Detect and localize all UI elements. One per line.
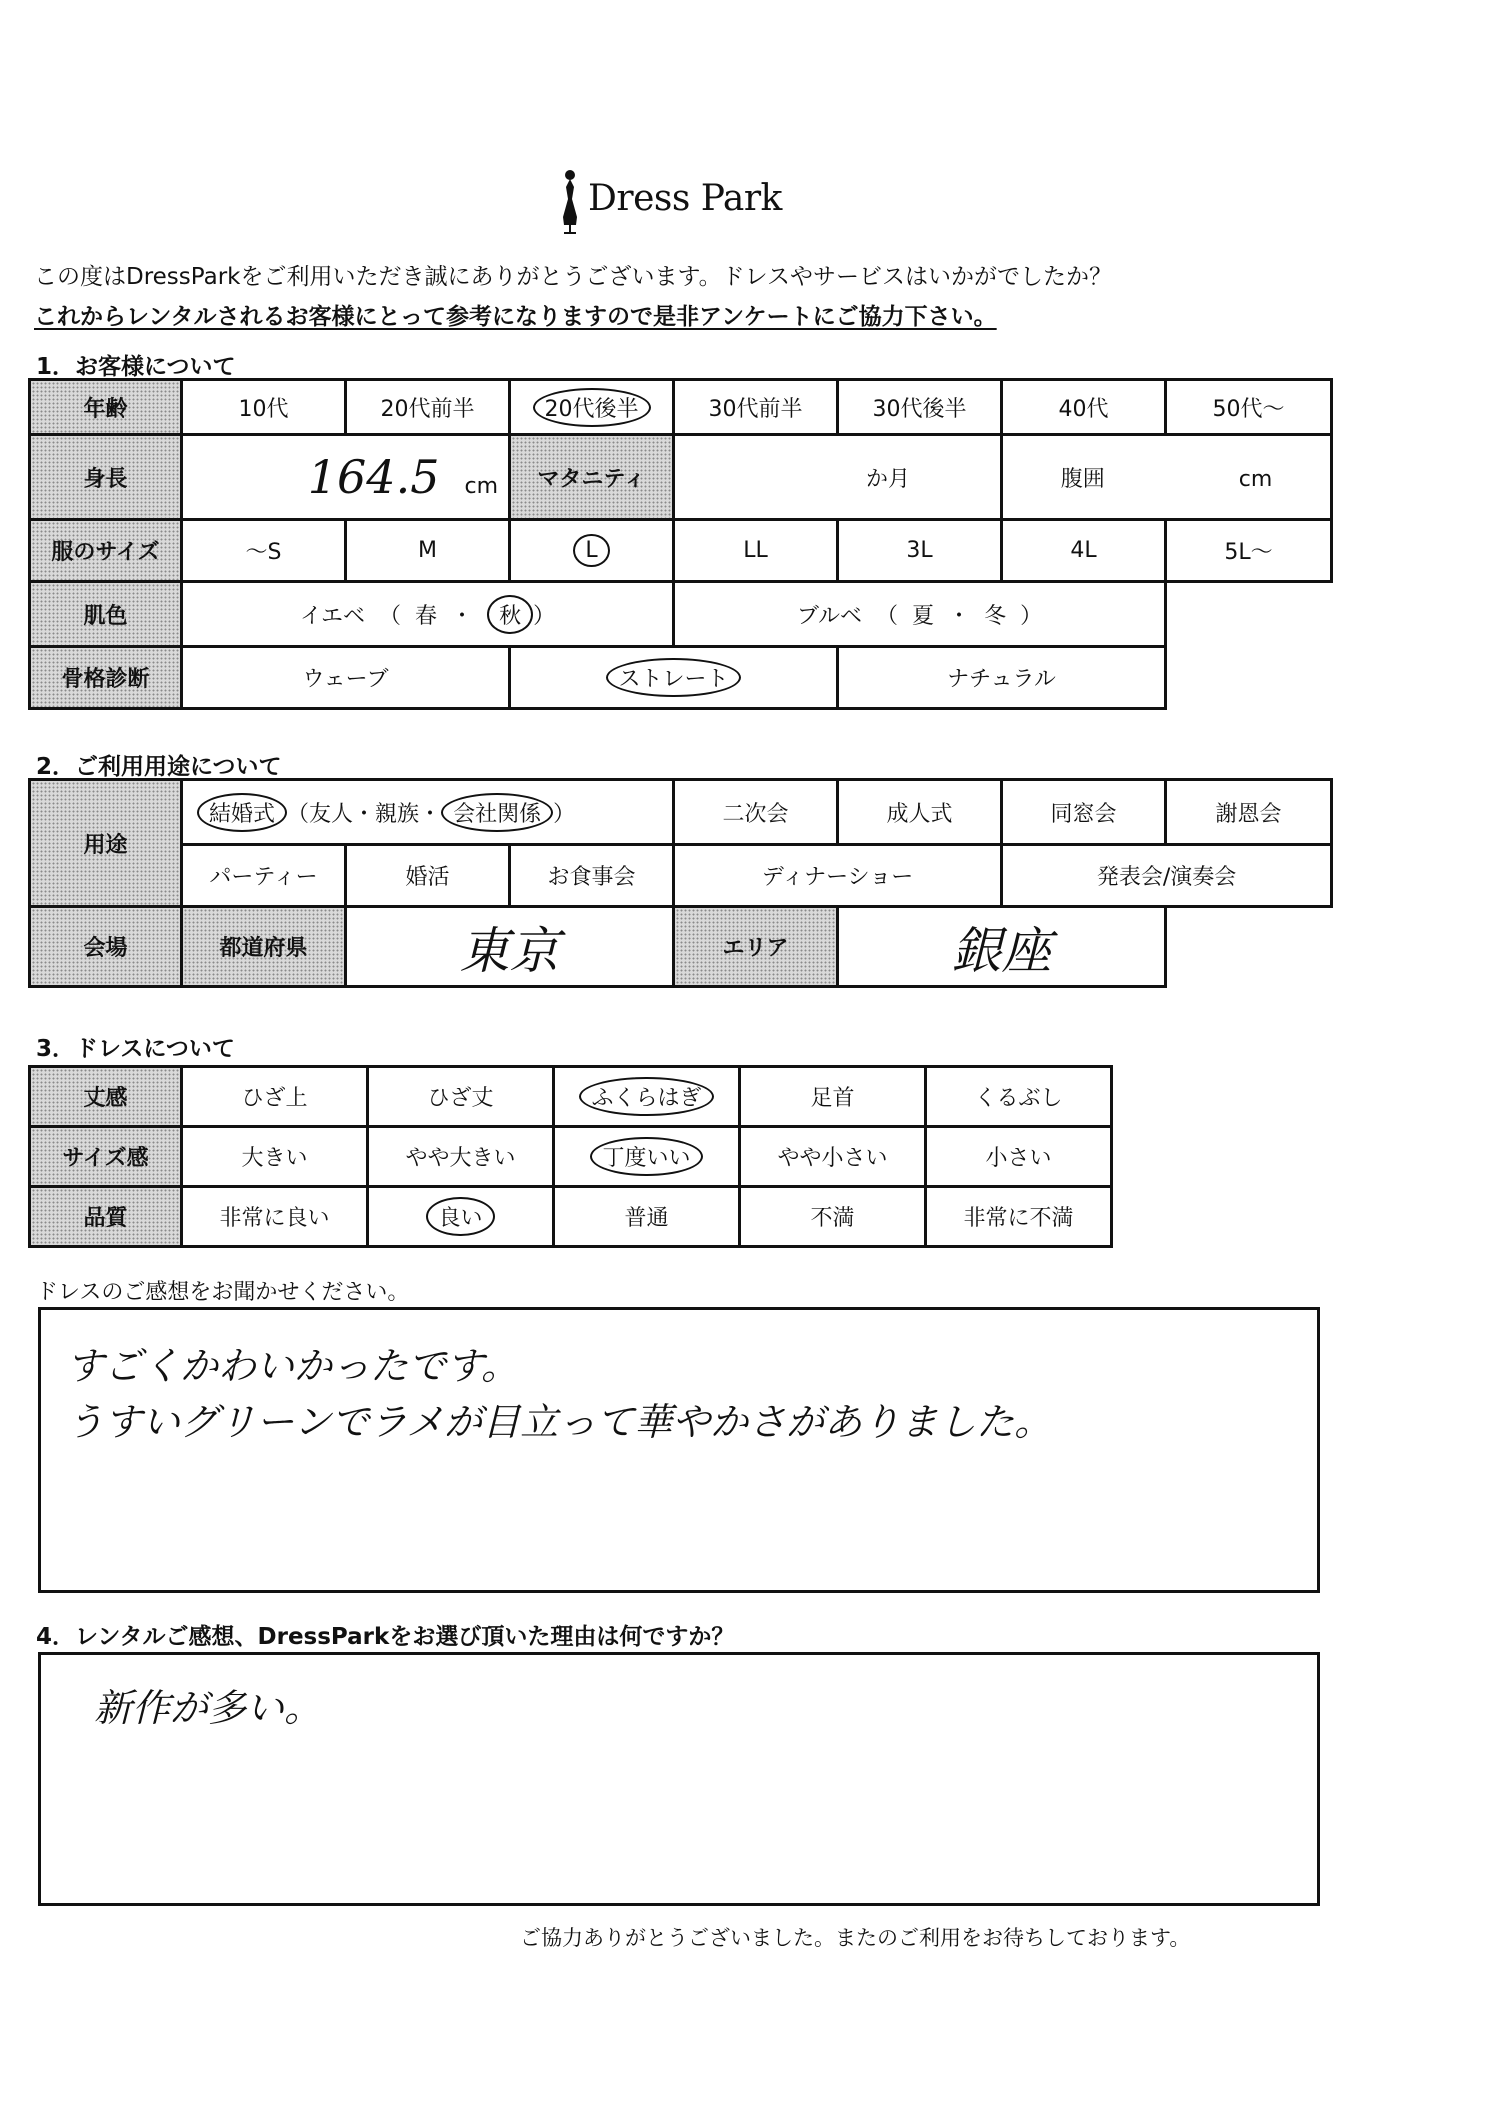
purpose-table <box>28 778 1333 988</box>
height-field[interactable] <box>182 435 510 520</box>
autumn-option-selected: 秋 <box>487 595 533 634</box>
area-field[interactable] <box>838 907 1166 987</box>
prefecture-value: 東京 <box>459 921 560 980</box>
selection-circle: 良い <box>426 1197 494 1236</box>
quality-option[interactable]: 普通 <box>554 1187 740 1247</box>
length-option[interactable]: 足首 <box>740 1067 926 1127</box>
quality-option[interactable]: 非常に良い <box>182 1187 368 1247</box>
blue-base-field[interactable]: ブルベ （ 夏 ・ 冬 ） <box>674 582 1166 647</box>
summer-option: 夏 <box>912 603 935 629</box>
purpose-option[interactable]: 発表会/演奏会 <box>1002 845 1332 907</box>
height-value: 164.5 <box>307 450 440 504</box>
waist-unit: cm <box>1238 466 1273 492</box>
length-option[interactable]: くるぶし <box>926 1067 1112 1127</box>
purpose-label: 用途 <box>30 780 182 907</box>
size-option[interactable]: LL <box>674 520 838 582</box>
friends-option: 友人・親族 <box>309 801 420 827</box>
quality-option[interactable]: 不満 <box>740 1187 926 1247</box>
fit-label: サイズ感 <box>30 1127 182 1187</box>
spring-option: 春 <box>415 603 438 629</box>
waist-field[interactable] <box>1002 435 1332 520</box>
dress-table <box>28 1065 1113 1248</box>
months-unit: か月 <box>865 466 910 492</box>
company-option-selected: 会社関係 <box>441 793 553 832</box>
size-label: 服のサイズ <box>30 520 182 582</box>
wedding-field[interactable]: 結婚式 （友人・親族・ 会社関係 ） <box>182 780 674 845</box>
age-label: 年齢 <box>30 380 182 435</box>
length-option-selected[interactable] <box>554 1067 740 1127</box>
length-option[interactable]: ひざ丈 <box>368 1067 554 1127</box>
length-label: 丈感 <box>30 1067 182 1127</box>
height-label: 身長 <box>30 435 182 520</box>
age-option[interactable]: 10代 <box>182 380 346 435</box>
blue-base-label: ブルベ <box>796 603 863 629</box>
area-value: 銀座 <box>951 921 1052 980</box>
size-option-selected[interactable] <box>510 520 674 582</box>
request-text: これからレンタルされるお客様にとって参考になりますので是非アンケートにご協力下さい。 <box>34 304 997 330</box>
body-type-option[interactable]: ウェーブ <box>182 647 510 709</box>
section3-title: 3．ドレスについて <box>36 1036 235 1062</box>
yellow-base-field[interactable]: イエベ （ 春 ・ 秋 ） <box>182 582 674 647</box>
size-option[interactable]: ～S <box>182 520 346 582</box>
fit-option[interactable]: 大きい <box>182 1127 368 1187</box>
waist-label: 腹囲 <box>1060 466 1105 492</box>
quality-label: 品質 <box>30 1187 182 1247</box>
footer-text: ご協力ありがとうございました。またのご利用をお待ちしております。 <box>520 1926 1191 1950</box>
age-option[interactable]: 30代後半 <box>838 380 1002 435</box>
age-option-selected[interactable] <box>510 380 674 435</box>
skin-label: 肌色 <box>30 582 182 647</box>
maternity-label: マタニティ <box>510 435 674 520</box>
selection-circle: 丁度いい <box>590 1137 702 1176</box>
section1-title: 1．お客様について <box>36 354 236 380</box>
quality-option-selected[interactable] <box>368 1187 554 1247</box>
section2-title: 2．ご利用用途について <box>36 754 282 780</box>
fit-option[interactable]: やや小さい <box>740 1127 926 1187</box>
customer-table <box>28 378 1333 710</box>
body-type-option[interactable]: ナチュラル <box>838 647 1166 709</box>
prefecture-label: 都道府県 <box>182 907 346 987</box>
purpose-option[interactable]: お食事会 <box>510 845 674 907</box>
purpose-option[interactable]: 婚活 <box>346 845 510 907</box>
yellow-base-label: イエベ <box>299 603 366 629</box>
winter-option: 冬 <box>984 603 1007 629</box>
age-option[interactable]: 50代～ <box>1166 380 1332 435</box>
body-type-label: 骨格診断 <box>30 647 182 709</box>
area-label: エリア <box>674 907 838 987</box>
prefecture-field[interactable] <box>346 907 674 987</box>
size-option[interactable]: 3L <box>838 520 1002 582</box>
height-unit: cm <box>464 474 498 499</box>
brand-name: Dress Park <box>588 178 782 219</box>
size-option[interactable]: M <box>346 520 510 582</box>
impressions-prompt: ドレスのご感想をお聞かせください。 <box>36 1280 410 1305</box>
purpose-option[interactable]: 二次会 <box>674 780 838 845</box>
age-option[interactable]: 40代 <box>1002 380 1166 435</box>
size-option[interactable]: 4L <box>1002 520 1166 582</box>
selection-circle: ふくらはぎ <box>579 1077 713 1116</box>
fit-option-selected[interactable] <box>554 1127 740 1187</box>
length-option[interactable]: ひざ上 <box>182 1067 368 1127</box>
purpose-option[interactable]: パーティー <box>182 845 346 907</box>
selection-circle: L <box>573 534 609 567</box>
maternity-months-field[interactable] <box>674 435 1002 520</box>
fit-option[interactable]: 小さい <box>926 1127 1112 1187</box>
age-option[interactable]: 30代前半 <box>674 380 838 435</box>
body-type-option-selected[interactable] <box>510 647 838 709</box>
selection-circle: ストレート <box>606 658 740 697</box>
selection-circle: 20代後半 <box>533 388 651 427</box>
venue-label: 会場 <box>30 907 182 987</box>
wedding-option-selected: 結婚式 <box>197 793 287 832</box>
impressions-text: すごくかわいかったです。 うすいグリーンでラメが目立って華やかさがありました。 <box>66 1344 1053 1444</box>
purpose-option[interactable]: 同窓会 <box>1002 780 1166 845</box>
intro-text: この度はDressParkをご利用いただき誠にありがとうございます。ドレスやサービスはいかがでしたか？ <box>34 264 1112 290</box>
size-option[interactable]: 5L～ <box>1166 520 1332 582</box>
age-option[interactable]: 20代前半 <box>346 380 510 435</box>
fit-option[interactable]: やや大きい <box>368 1127 554 1187</box>
section4-title: 4．レンタルご感想、DressParkをお選び頂いた理由は何ですか？ <box>36 1624 735 1650</box>
purpose-option[interactable]: ディナーショー <box>674 845 1002 907</box>
purpose-option[interactable]: 謝恩会 <box>1166 780 1332 845</box>
reason-text: 新作が多い。 <box>94 1686 323 1730</box>
quality-option[interactable]: 非常に不満 <box>926 1187 1112 1247</box>
purpose-option[interactable]: 成人式 <box>838 780 1002 845</box>
